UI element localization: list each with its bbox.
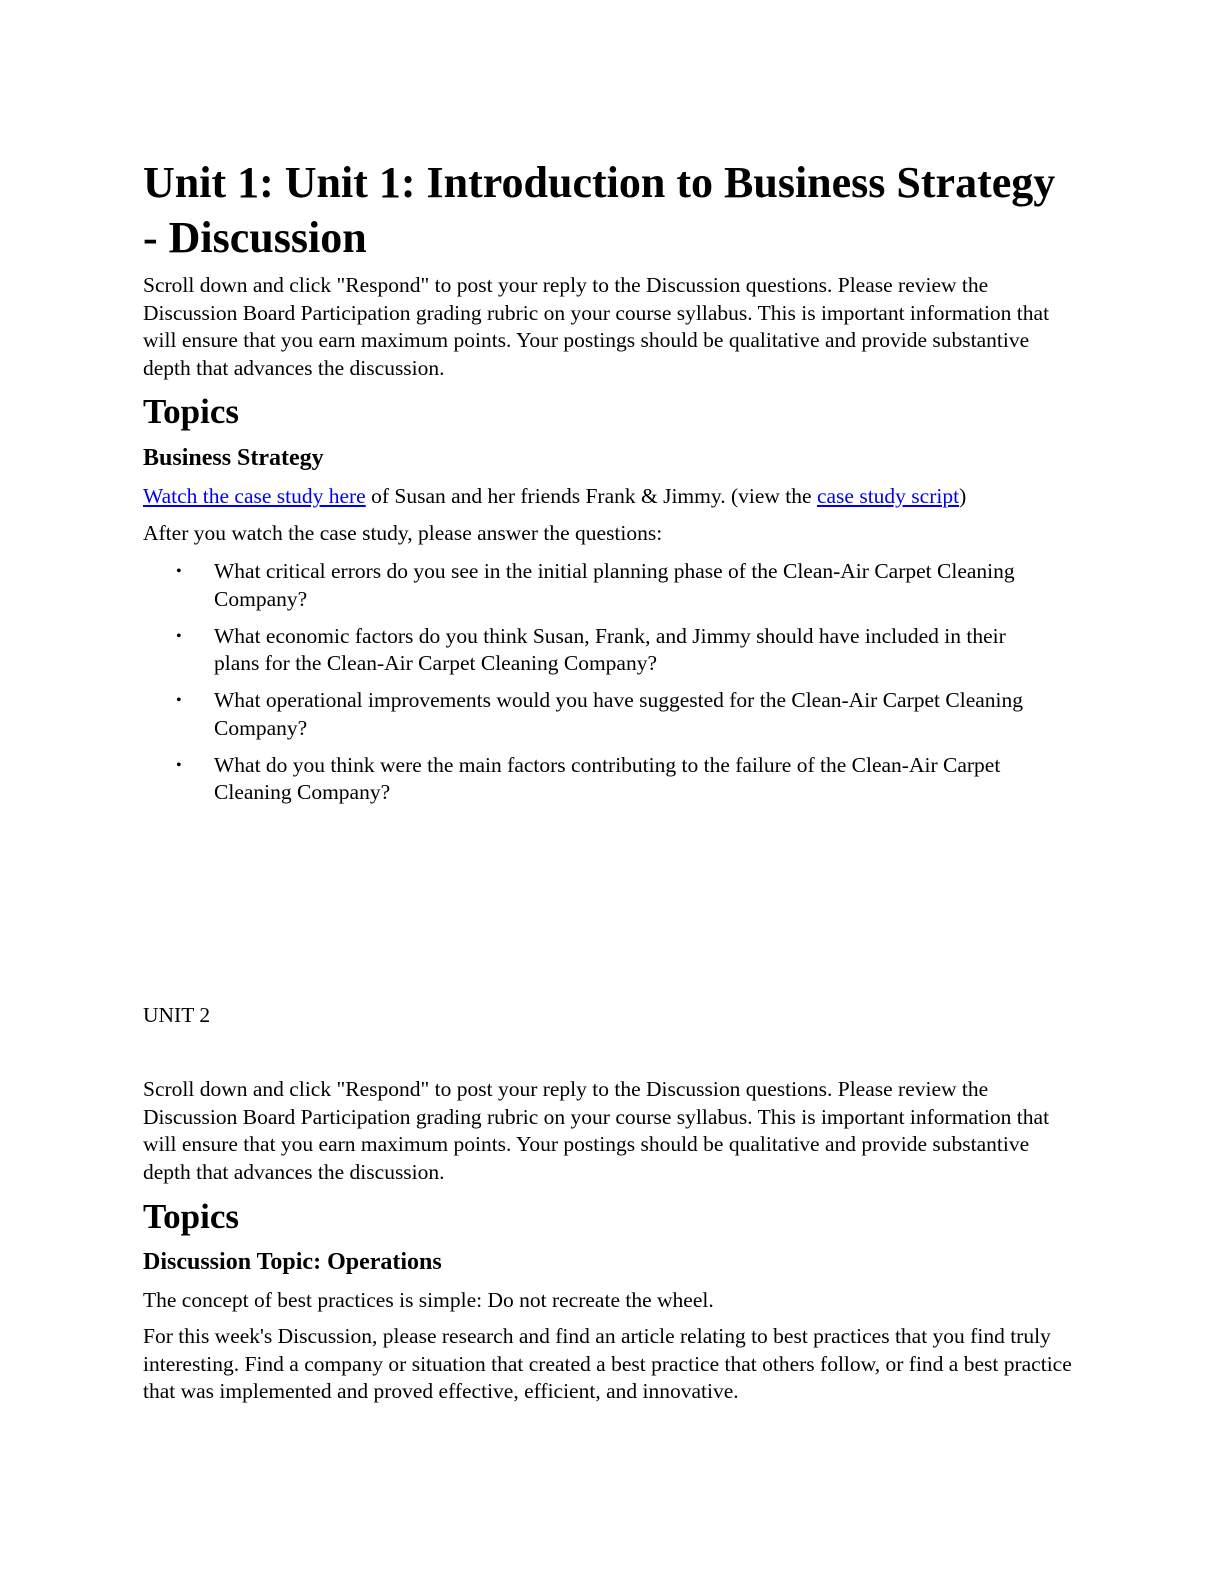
list-item	[143, 623, 1043, 678]
discussion-assignment-paragraph: For this week's Discussion, please research and find an article relating to best practices that you find truly interesting. Find a company or situation that created a best practice that others follow, or find a best practice that was implemented and proved effective, efficient, and innovative.	[143, 1324, 1072, 1403]
watch-case-study-link[interactable]: Watch the case study here	[143, 484, 366, 508]
best-practices-concept: The concept of best practices is simple: Do not recreate the wheel.	[143, 1288, 714, 1312]
bullet-icon: •	[176, 756, 182, 774]
case-study-text-end: )	[959, 484, 967, 508]
question-list	[143, 558, 1043, 816]
question-text: What operational improvements would you have suggested for the Clean-Air Carpet Cleaning Company?	[214, 688, 1024, 740]
question-text: What economic factors do you think Susan, Frank, and Jimmy should have included in their plans for the Clean-Air Carpet Cleaning Company?	[214, 623, 1006, 675]
unit1-topics-heading: Topics	[143, 392, 239, 431]
question-text: What critical errors do you see in the initial planning phase of the Clean-Air Carpet Cleaning Company?	[214, 559, 1015, 611]
questions-lead: After you watch the case study, please answer the questions:	[143, 521, 663, 545]
list-item	[143, 687, 1043, 742]
list-item	[143, 558, 1043, 613]
list-item	[143, 752, 1043, 807]
unit2-topics-heading: Topics	[143, 1197, 239, 1236]
unit2-label: UNIT 2	[143, 1003, 211, 1027]
unit2-intro-paragraph: Scroll down and click "Respond" to post your reply to the Discussion questions. Please review the Discussion Board Participation grading rubric on your course syllabus. This is important information that will ensure that you earn maximum points. Your postings should be qualitative and provide substantive depth that advances the discussion.	[143, 1077, 1050, 1184]
unit1-intro-paragraph: Scroll down and click "Respond" to post your reply to the Discussion questions. Please review the Discussion Board Participation grading rubric on your course syllabus. This is important information that will ensure that you earn maximum points. Your postings should be qualitative and provide substantive depth that advances the discussion.	[143, 273, 1050, 380]
question-text: What do you think were the main factors contributing to the failure of the Clean-Air Carpet Cleaning Company?	[214, 752, 1001, 804]
document-title: Unit 1: Unit 1: Introduction to Business Strategy - Discussion	[143, 158, 1056, 262]
bullet-icon: •	[176, 692, 182, 709]
case-study-text: of Susan and her friends Frank & Jimmy. (view the	[365, 484, 817, 508]
bullet-icon: •	[176, 563, 182, 580]
unit2-operations-heading: Discussion Topic: Operations	[143, 1249, 442, 1275]
case-study-line	[143, 483, 1073, 511]
case-study-script-link[interactable]: case study script	[816, 484, 960, 508]
bullet-icon: •	[176, 627, 182, 645]
unit1-business-strategy-heading: Business Strategy	[143, 445, 324, 471]
